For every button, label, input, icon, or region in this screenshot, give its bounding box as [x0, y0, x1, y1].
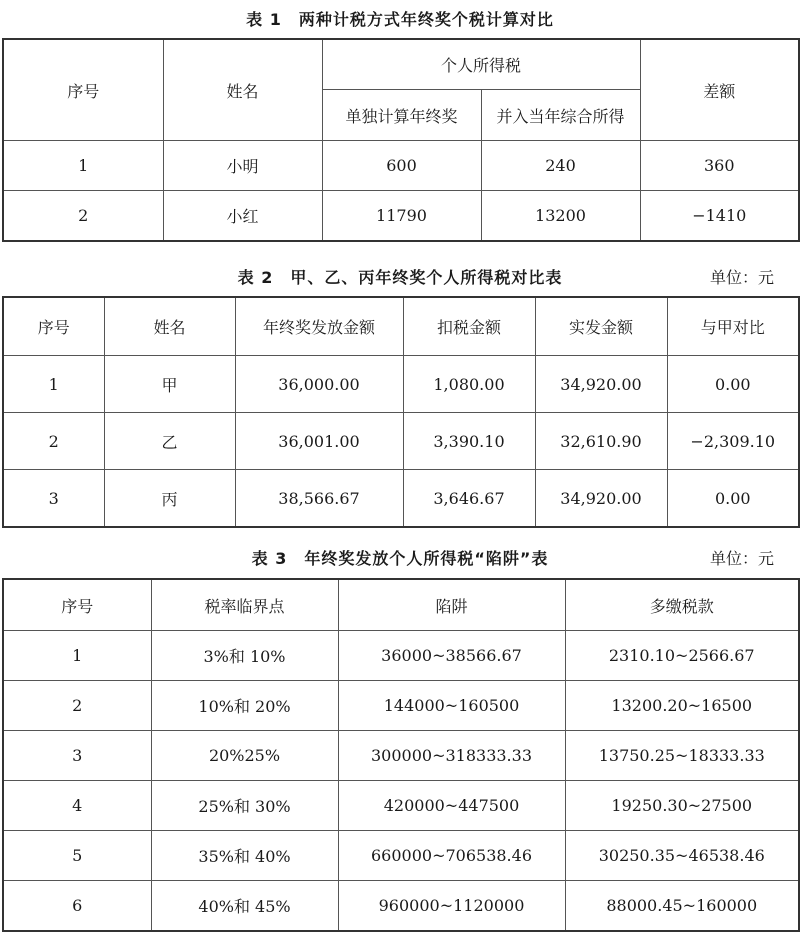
table3-unit: 单位：元: [709, 549, 774, 568]
table1-cell: 11790: [322, 191, 481, 242]
table2-cell: 36,000.00: [235, 356, 403, 413]
table2-header-cell: 实发金额: [535, 297, 667, 356]
table2-cell: 36,001.00: [235, 413, 403, 470]
table3-cell: 2: [3, 681, 151, 731]
table3-cell: 4: [3, 781, 151, 831]
table1-cell: 小红: [163, 191, 322, 242]
table3-header-cell: 序号: [3, 579, 151, 631]
table2-caption: 表 2 甲、乙、丙年终奖个人所得税对比表: [237, 268, 563, 287]
table3-cell: 13750.25~18333.33: [565, 731, 799, 781]
table2: [2, 296, 800, 528]
table3-cell: 36000~38566.67: [338, 631, 565, 681]
table3-cell: 144000~160500: [338, 681, 565, 731]
table3-cell: 20%25%: [151, 731, 338, 781]
table3-cell: 3%和 10%: [151, 631, 338, 681]
table1: [2, 38, 800, 242]
table2-cell: 3,646.67: [403, 470, 535, 528]
table2-cell: 3: [3, 470, 104, 528]
table3-header-cell: 税率临界点: [151, 579, 338, 631]
table2-cell: 1,080.00: [403, 356, 535, 413]
table2-header-cell: 姓名: [104, 297, 235, 356]
table-row: [3, 470, 799, 528]
table1-cell: 600: [322, 141, 481, 191]
table2-cell: 38,566.67: [235, 470, 403, 528]
table1-cell: 13200: [481, 191, 640, 242]
table3-cell: 13200.20~16500: [565, 681, 799, 731]
table3-cell: 25%和 30%: [151, 781, 338, 831]
table-row: [3, 681, 799, 731]
table2-cell: 3,390.10: [403, 413, 535, 470]
table1-cell: 1: [3, 141, 163, 191]
table2-cell: 0.00: [667, 356, 799, 413]
table3-cell: 5: [3, 831, 151, 881]
table2-cell: 32,610.90: [535, 413, 667, 470]
table1-caption: 表 1 两种计税方式年终奖个税计算对比: [246, 10, 554, 29]
table2-cell: 2: [3, 413, 104, 470]
table3: [2, 578, 800, 932]
table1-cell: −1410: [640, 191, 799, 242]
table3-cell: 10%和 20%: [151, 681, 338, 731]
table1-cell: 2: [3, 191, 163, 242]
table3-cell: 40%和 45%: [151, 881, 338, 932]
table3-cell: 3: [3, 731, 151, 781]
table3-header-cell: 陷阱: [338, 579, 565, 631]
table2-cell: 34,920.00: [535, 356, 667, 413]
table1-header-name: 姓名: [163, 39, 322, 141]
table2-header-cell: 年终奖发放金额: [235, 297, 403, 356]
table1-cell: 240: [481, 141, 640, 191]
table3-cell: 420000~447500: [338, 781, 565, 831]
table-row: [3, 831, 799, 881]
table1-cell: 360: [640, 141, 799, 191]
table3-cell: 1: [3, 631, 151, 681]
table-row: [3, 191, 799, 242]
table3-cell: 6: [3, 881, 151, 932]
table3-cell: 88000.45~160000: [565, 881, 799, 932]
table2-cell: 甲: [104, 356, 235, 413]
table2-cell: 乙: [104, 413, 235, 470]
table3-header-cell: 多缴税款: [565, 579, 799, 631]
table3-cell: 2310.10~2566.67: [565, 631, 799, 681]
table3-cell: 660000~706538.46: [338, 831, 565, 881]
table3-caption: 表 3 年终奖发放个人所得税“陷阱”表: [251, 549, 549, 568]
table2-cell: 1: [3, 356, 104, 413]
table1-header-tax-group: 个人所得税: [322, 39, 640, 90]
table2-header-cell: 与甲对比: [667, 297, 799, 356]
table-row: [3, 881, 799, 932]
table1-header-combined: 并入当年综合所得: [481, 90, 640, 141]
table1-header-separate: 单独计算年终奖: [322, 90, 481, 141]
table-row: [3, 356, 799, 413]
table2-cell: 34,920.00: [535, 470, 667, 528]
table3-cell: 960000~1120000: [338, 881, 565, 932]
table-row: [3, 631, 799, 681]
table2-cell: 0.00: [667, 470, 799, 528]
table-row: [3, 781, 799, 831]
table2-unit: 单位：元: [709, 268, 774, 287]
table-row: [3, 731, 799, 781]
table3-cell: 19250.30~27500: [565, 781, 799, 831]
table3-cell: 30250.35~46538.46: [565, 831, 799, 881]
table1-cell: 小明: [163, 141, 322, 191]
table2-header-cell: 扣税金额: [403, 297, 535, 356]
table3-cell: 35%和 40%: [151, 831, 338, 881]
table2-header-cell: 序号: [3, 297, 104, 356]
table2-cell: −2,309.10: [667, 413, 799, 470]
table1-header-seq: 序号: [3, 39, 163, 141]
table-row: [3, 141, 799, 191]
table1-header-diff: 差额: [640, 39, 799, 141]
table-row: [3, 413, 799, 470]
table3-cell: 300000~318333.33: [338, 731, 565, 781]
table2-cell: 丙: [104, 470, 235, 528]
